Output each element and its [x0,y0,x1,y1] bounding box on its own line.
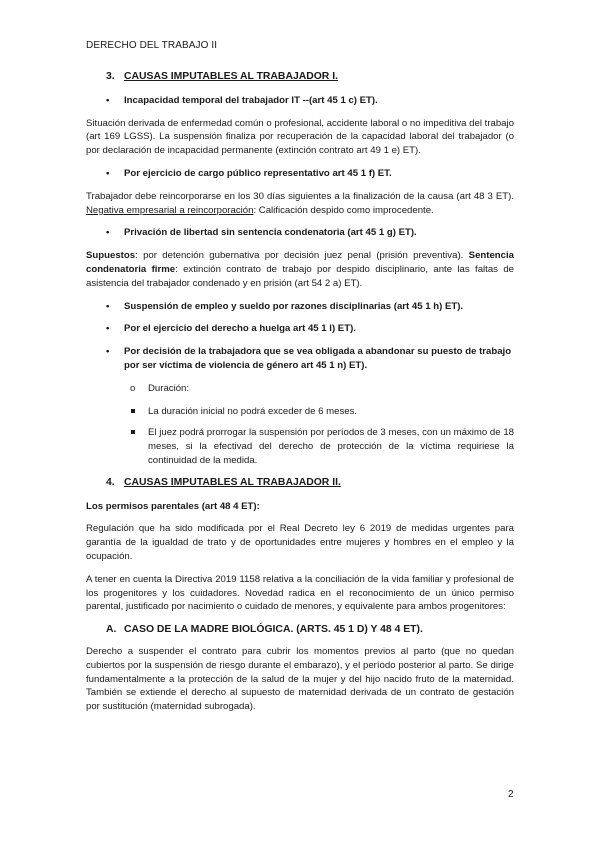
section-heading-3 [106,70,514,84]
section-heading-a [106,623,514,637]
square-item-duracion-inicial: La duración inicial no podrá exceder de 6 meses. [86,405,514,419]
bullet-huelga: • Por el ejercicio del derecho a huelga art 45 1 l) ET). [86,322,514,336]
bullet-cargo-publico: • Por ejercicio de cargo público representativo art 45 1 f) ET. [86,167,514,181]
paragraph-cargo-publico [86,190,514,218]
section-title: CAUSAS IMPUTABLES AL TRABAJADOR II. [124,476,341,488]
section-number: 4. [106,476,115,488]
paragraph-incapacidad: Situación derivada de enfermedad común o profesional, accidente laboral o no impeditiva del trabajo (art 169 LGSS). La suspensión finaliza por recuperación de la capacidad laboral del trabajador (o por declaración de incapacidad permanente (extinción contrato art 49 1 e) ET). [86,117,514,157]
page-number: 2 [508,789,514,800]
paragraph-madre-biologica: Derecho a suspender el contrato para cubrir los momentos previos al parto (que no quedan cubiertos por la suspensión de riesgo durante el embarazo), y el período posterior al parto. Se dirige fundamentalmente a la protección de la salud de la mujer y del hijo nacido fruto de la maternidad. También se extiende el derecho al supuesto de maternidad derivada de un contrato de gestación por sustitución (maternidad subrogada). [86,645,514,713]
bold-term: Supuestos [86,250,136,262]
section-title: CASO DE LA MADRE BIOLÓGICA. (ARTS. 45 1 D) Y 48 4 ET). [124,624,423,636]
paragraph-directiva: A tener en cuenta la Directiva 2019 1158 relativa a la conciliación de la vida familiar y profesional de los progenitores y los cuidadores. Novedad radica en el reconocimiento de un único permiso parental, justificado por nacimiento o cuidado de menores, y equivalente para ambos progenitores: [86,573,514,613]
section-number: A. [106,624,117,636]
section-number: 3. [106,71,115,82]
square-item-prorroga: El juez podrá prorrogar la suspensión por períodos de 3 meses, con un máximo de 18 meses, si la efectivad del derecho de protección de la víctima requiriese la continuidad de la medida. [86,426,514,467]
paragraph-text: : Calificación despido como improcedente. [253,204,434,216]
bullet-suspension-empleo: • Suspensión de empleo y sueldo por razones disciplinarias (art 45 1 h) ET). [86,300,514,314]
bullet-privacion-libertad: • Privación de libertad sin sentencia condenatoria (art 45 1 g) ET). [86,226,514,240]
bullet-incapacidad-temporal: • Incapacidad temporal del trabajador IT --(art 45 1 c) ET). [86,94,514,108]
bold-term: Sentencia condenatoria firme [86,250,514,275]
paragraph-regulacion: Regulación que ha sido modificada por el Real Decreto ley 6 2019 de medidas urgentes para garantía de la igualdad de trato y de oportunidades entre mujeres y hombres en el empleo y la ocupación. [86,523,514,562]
paragraph-privacion [86,249,514,290]
section-title: CAUSAS IMPUTABLES AL TRABAJADOR I. [124,71,338,82]
sub-item-duracion: o Duración: [86,382,514,396]
bullet-violencia-genero: • Por decisión de la trabajadora que se vea obligada a abandonar su puesto de trabajo por ser víctima de violencia de género art 45 1 n) ET). [86,345,514,373]
page-content [86,70,514,723]
paragraph-text: Trabajador debe reincorporarse en los 30 días siguientes a la finalización de la causa (art 48 3 ET). [86,190,514,202]
paragraph-text: : extinción contrato de trabajo por despido disciplinario, ante las faltas de asistencia del trabajador condenado y en prisión (art 54 2 a) ET). [86,263,514,289]
paragraph-permisos-parentales: Los permisos parentales (art 48 4 ET): [86,500,260,512]
underlined-phrase: Negativa empresarial a reincorporación [86,204,254,216]
running-header: DERECHO DEL TRABAJO II [86,40,218,51]
paragraph-text: : por detención gubernativa por decisión juez penal (prisión preventiva). [135,250,469,262]
section-heading-4 [106,476,514,490]
